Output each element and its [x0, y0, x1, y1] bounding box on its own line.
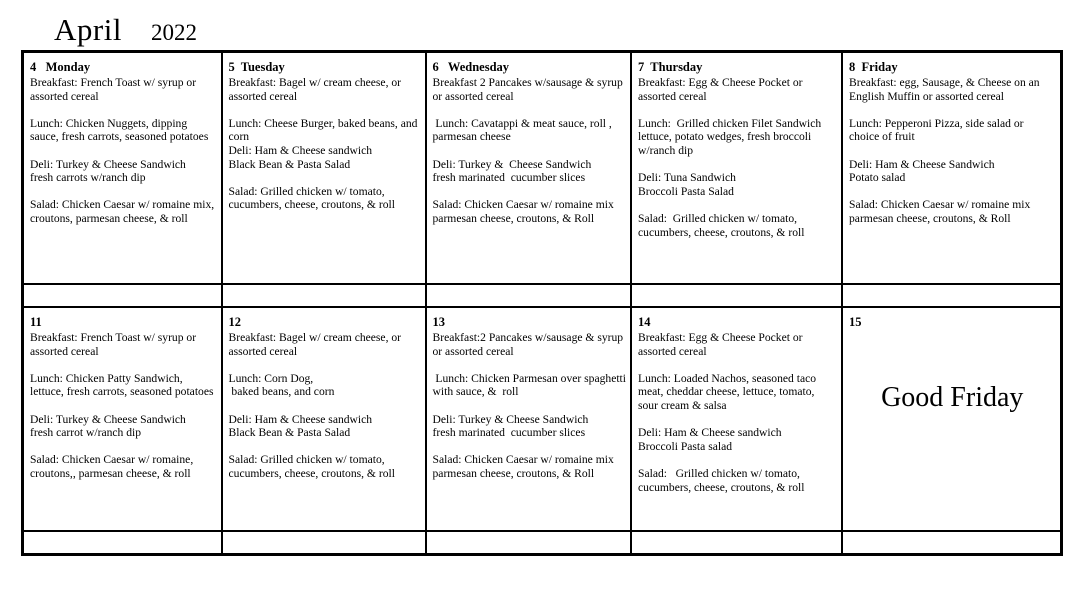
menu-line	[30, 358, 217, 372]
menu-line: Deli: Ham & Cheese sandwich	[228, 143, 373, 157]
menu-line: Deli: Turkey & Cheese Sandwich	[432, 157, 592, 171]
menu-line: Deli: Ham & Cheese sandwich	[228, 412, 373, 426]
spacer-cell	[222, 531, 426, 555]
spacer-cell	[842, 284, 1061, 307]
menu-line: Breakfast:2 Pancakes w/sausage & syrup	[432, 331, 624, 344]
menu-line: Black Bean & Pasta Salad	[228, 426, 351, 440]
day-header: 6 Wednesday	[432, 60, 510, 74]
menu-line: with sauce, & roll	[432, 385, 519, 399]
month-title: April	[54, 12, 122, 47]
menu-line: Salad: Chicken Caesar w/ romaine mix	[849, 198, 1031, 212]
day-cell-6-wednesday	[426, 52, 632, 285]
menu-line: Salad: Grilled chicken w/ tomato,	[228, 453, 385, 467]
spacer-cell	[631, 531, 842, 555]
spacer-cell	[222, 284, 426, 307]
menu-text	[433, 76, 627, 226]
menu-line: fresh marinated cucumber slices	[432, 426, 586, 440]
menu-line	[30, 185, 217, 199]
menu-line: Broccoli Pasta salad	[638, 439, 733, 453]
day-cell-13	[426, 307, 632, 531]
day-header: 8 Friday	[849, 60, 898, 74]
menu-line: meat, cheddar cheese, lettuce, tomato,	[638, 385, 815, 399]
menu-line: Lunch: Chicken Patty Sandwich,	[30, 371, 183, 385]
menu-line: Deli: Ham & Cheese Sandwich	[849, 157, 995, 171]
menu-line	[433, 103, 627, 117]
day-cell-8-friday	[842, 52, 1061, 285]
menu-line: assorted cereal	[638, 89, 707, 103]
menu-line	[229, 358, 421, 372]
menu-line	[229, 103, 421, 117]
menu-line: Breakfast 2 Pancakes w/sausage & syrup	[432, 76, 623, 89]
menu-line	[638, 198, 837, 212]
menu-line	[433, 358, 627, 372]
menu-line: Salad: Grilled chicken w/ tomato,	[228, 184, 385, 198]
menu-calendar-table	[21, 50, 1063, 556]
menu-line: assorted cereal	[638, 344, 707, 358]
menu-line	[30, 103, 217, 117]
holiday-label: Good Friday	[881, 382, 1024, 413]
menu-text	[849, 76, 1056, 226]
menu-line: Breakfast: Bagel w/ cream cheese, or	[228, 76, 402, 89]
menu-line: lettuce, potato wedges, fresh broccoli	[638, 130, 812, 144]
menu-line: fresh carrots w/ranch dip	[30, 171, 146, 185]
menu-line: fresh marinated cucumber slices	[432, 171, 586, 185]
menu-line: Salad: Chicken Caesar w/ romaine,	[30, 453, 194, 467]
spacer-cell	[23, 531, 222, 555]
menu-line: Potato salad	[849, 171, 906, 185]
menu-line: parmesan cheese, croutons, & Roll	[432, 211, 595, 225]
day-header: 14	[638, 315, 651, 329]
menu-line: Black Bean & Pasta Salad	[228, 157, 351, 171]
menu-line: parmesan cheese, croutons, & Roll	[849, 211, 1011, 225]
day-cell-15-good-friday	[842, 307, 1061, 531]
menu-line: Breakfast: French Toast w/ syrup or	[30, 76, 197, 89]
menu-line: sour cream & salsa	[638, 398, 727, 412]
menu-line: Broccoli Pasta Salad	[638, 184, 734, 198]
spacer-cell	[23, 284, 222, 307]
year-title: 2022	[150, 20, 197, 45]
menu-line	[433, 399, 627, 413]
menu-line: Breakfast: French Toast w/ syrup or	[30, 331, 197, 344]
menu-line: English Muffin or assorted cereal	[849, 89, 1004, 103]
menu-line	[30, 399, 217, 413]
menu-line: baked beans, and corn	[228, 385, 335, 399]
menu-line: Salad: Chicken Caesar w/ romaine mix,	[30, 198, 215, 212]
spacer-row-1	[23, 284, 1062, 307]
menu-line: or assorted cereal	[432, 344, 514, 358]
menu-line: fresh carrot w/ranch dip	[30, 426, 142, 440]
menu-line: croutons,, parmesan cheese, & roll	[30, 466, 191, 480]
menu-line: choice of fruit	[849, 130, 915, 144]
menu-line: Lunch: Cavatappi & meat sauce, roll ,	[432, 116, 612, 130]
menu-line: Salad: Chicken Caesar w/ romaine mix	[432, 453, 614, 467]
day-header: 5 Tuesday	[228, 60, 285, 74]
menu-line	[638, 103, 837, 117]
menu-text	[433, 331, 627, 481]
spacer-cell	[426, 531, 632, 555]
day-cell-5-tuesday	[222, 52, 426, 285]
menu-line: cucumbers, cheese, croutons, & roll	[228, 466, 395, 480]
week-row-2	[23, 307, 1062, 531]
menu-line: assorted cereal	[30, 344, 99, 358]
week-row-1	[23, 52, 1062, 285]
menu-line: Lunch: Pepperoni Pizza, side salad or	[849, 116, 1024, 130]
menu-line	[433, 440, 627, 454]
menu-text	[229, 331, 421, 481]
menu-line: Salad: Chicken Caesar w/ romaine mix	[432, 198, 614, 212]
day-cell-12	[222, 307, 426, 531]
menu-line: Lunch: Cheese Burger, baked beans, and	[228, 116, 418, 130]
menu-line: Lunch: Loaded Nachos, seasoned taco	[638, 371, 817, 385]
menu-line: corn	[228, 130, 250, 144]
menu-line: assorted cereal	[30, 89, 99, 103]
menu-line: assorted cereal	[228, 89, 298, 103]
menu-line: cucumbers, cheese, croutons, & roll	[638, 480, 805, 494]
menu-line: parmesan cheese, croutons, & Roll	[432, 466, 595, 480]
menu-line: Deli: Turkey & Cheese Sandwich	[432, 412, 589, 426]
day-cell-4-monday	[23, 52, 222, 285]
menu-line	[638, 413, 837, 427]
menu-text	[638, 76, 837, 239]
menu-line: Breakfast: egg, Sausage, & Cheese on an	[849, 76, 1040, 89]
day-header: 13	[432, 315, 445, 329]
menu-line: Lunch: Chicken Parmesan over spaghetti	[432, 371, 626, 385]
menu-line: Deli: Turkey & Cheese Sandwich	[30, 412, 186, 426]
menu-line: croutons, parmesan cheese, & roll	[30, 211, 188, 225]
menu-line: Breakfast: Bagel w/ cream cheese, or	[228, 331, 402, 344]
day-header: 12	[228, 315, 241, 329]
menu-line: Lunch: Corn Dog,	[228, 371, 314, 385]
menu-line: parmesan cheese	[432, 130, 511, 144]
menu-line: Salad: Grilled chicken w/ tomato,	[638, 466, 800, 480]
menu-line: assorted cereal	[228, 344, 298, 358]
menu-line	[433, 144, 627, 158]
menu-line: Breakfast: Egg & Cheese Pocket or	[638, 331, 803, 344]
menu-line: or assorted cereal	[432, 89, 514, 103]
menu-line: Lunch: Grilled chicken Filet Sandwich	[638, 116, 822, 130]
day-header: 15	[849, 315, 862, 329]
day-header: 11	[30, 315, 42, 329]
menu-line: cucumbers, cheese, croutons, & roll	[638, 225, 805, 239]
menu-line: Deli: Turkey & Cheese Sandwich	[30, 157, 186, 171]
menu-line	[229, 399, 421, 413]
document-title	[54, 12, 197, 48]
menu-line: sauce, fresh carrots, seasoned potatoes	[30, 130, 209, 144]
day-header: 4 Monday	[30, 60, 91, 74]
spacer-row-2	[23, 531, 1062, 555]
menu-text	[229, 76, 421, 212]
spacer-cell	[426, 284, 632, 307]
menu-line	[30, 144, 217, 158]
day-header: 7 Thursday	[638, 60, 703, 74]
day-cell-14	[631, 307, 842, 531]
menu-line	[849, 103, 1056, 117]
menu-line: Deli: Tuna Sandwich	[638, 171, 736, 185]
menu-line: cucumbers, cheese, croutons, & roll	[228, 198, 395, 212]
menu-line	[229, 171, 421, 185]
menu-line	[30, 440, 217, 454]
menu-line	[433, 185, 627, 199]
menu-line: Breakfast: Egg & Cheese Pocket or	[638, 76, 803, 89]
menu-line	[638, 158, 837, 172]
menu-line	[638, 358, 837, 372]
menu-line: Lunch: Chicken Nuggets, dipping	[30, 116, 188, 130]
menu-line: lettuce, fresh carrots, seasoned potatoes	[30, 385, 214, 399]
menu-text	[30, 331, 217, 481]
spacer-cell	[631, 284, 842, 307]
menu-text	[638, 331, 837, 494]
day-cell-7-thursday	[631, 52, 842, 285]
day-cell-11	[23, 307, 222, 531]
menu-line: Salad: Grilled chicken w/ tomato,	[638, 211, 798, 225]
menu-line	[849, 185, 1056, 199]
menu-text	[30, 76, 217, 226]
menu-line	[849, 144, 1056, 158]
menu-line	[229, 440, 421, 454]
spacer-cell	[842, 531, 1061, 555]
menu-line: Deli: Ham & Cheese sandwich	[638, 426, 782, 440]
menu-line: w/ranch dip	[638, 143, 694, 157]
menu-line	[638, 453, 837, 467]
